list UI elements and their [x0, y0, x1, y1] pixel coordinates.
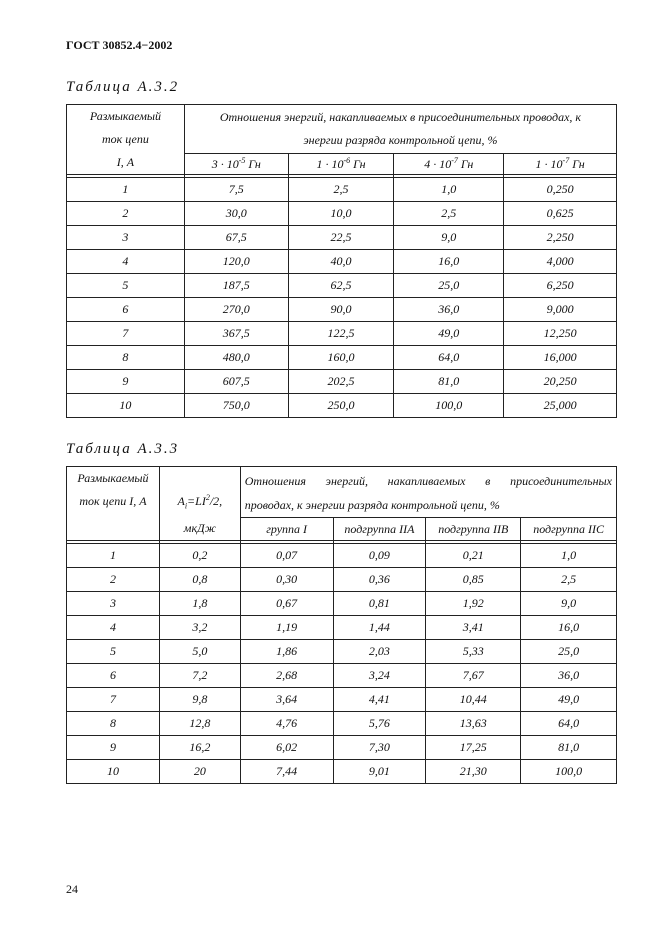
table-a32-caption: Таблица А.3.2: [66, 79, 180, 95]
table-row: [67, 274, 617, 298]
table-cell: 120,0: [184, 250, 288, 274]
table-cell: 16,0: [521, 616, 617, 640]
table-row: [67, 202, 617, 226]
table-cell: 202,5: [288, 370, 394, 394]
header-energy-unit: мкДж: [183, 521, 216, 536]
table-cell: 7,67: [426, 664, 521, 688]
table-cell: 0,250: [504, 178, 617, 202]
table-cell: 12,8: [159, 712, 240, 736]
table-cell: 7,5: [184, 178, 288, 202]
table-cell: 0,36: [333, 568, 426, 592]
subheader-group: подгруппа IIB: [426, 518, 521, 541]
table-cell: 2,5: [521, 568, 617, 592]
subheader-group: подгруппа IIC: [521, 518, 617, 541]
table-row: [67, 298, 617, 322]
table-cell: 0,21: [426, 544, 521, 568]
header-current-line: I, А: [116, 155, 135, 169]
row-current-cell: 8: [67, 712, 160, 736]
row-current-cell: 5: [67, 274, 185, 298]
row-current-cell: 10: [67, 760, 160, 784]
table-cell: 30,0: [184, 202, 288, 226]
table-cell: 122,5: [288, 322, 394, 346]
table-cell: 0,07: [240, 544, 333, 568]
table-cell: 36,0: [521, 664, 617, 688]
table-cell: 3,2: [159, 616, 240, 640]
header-energy-line: Отношения энергий, накапливаемых в присоединительных проводах, к: [219, 110, 582, 124]
table-cell: 62,5: [288, 274, 394, 298]
header-energy-line: проводах, к энергии разряда контрольной цепи, %: [244, 497, 500, 512]
table-cell: 9,8: [159, 688, 240, 712]
table-cell: 9,01: [333, 760, 426, 784]
table-cell: 17,25: [426, 736, 521, 760]
header-current-line: ток цепи I, А: [79, 494, 147, 508]
table-row: [67, 736, 617, 760]
header-energy-line: энергии разряда контрольной цепи, %: [303, 133, 498, 147]
table-cell: 100,0: [394, 394, 504, 418]
row-current-cell: 2: [67, 568, 160, 592]
page-number: 24: [66, 882, 78, 896]
table-row: [67, 346, 617, 370]
header-current: [67, 467, 160, 541]
table-cell: 3,24: [333, 664, 426, 688]
table-cell: 9,0: [521, 592, 617, 616]
table-cell: 1,0: [394, 178, 504, 202]
table-cell: 22,5: [288, 226, 394, 250]
header-current-line: Размыкаемый: [77, 471, 149, 485]
subheader-group: подгруппа IIA: [333, 518, 426, 541]
table-cell: 160,0: [288, 346, 394, 370]
table-cell: 9,0: [394, 226, 504, 250]
subheader-inductance: $3 \cdot 10^{-5}$ Гн: [184, 154, 288, 175]
table-cell: 5,76: [333, 712, 426, 736]
table-cell: 64,0: [521, 712, 617, 736]
row-current-cell: 6: [67, 298, 185, 322]
subheader-inductance: $1 \cdot 10^{-6}$ Гн: [288, 154, 394, 175]
table-cell: 16,000: [504, 346, 617, 370]
subheader-group: группа I: [240, 518, 333, 541]
table-cell: 16,0: [394, 250, 504, 274]
subheader-inductance: $4 \cdot 10^{-7}$ Гн: [394, 154, 504, 175]
row-current-cell: 9: [67, 736, 160, 760]
table-cell: 7,30: [333, 736, 426, 760]
row-current-cell: 4: [67, 616, 160, 640]
table-cell: 2,250: [504, 226, 617, 250]
table-cell: 9,000: [504, 298, 617, 322]
table-row: [67, 394, 617, 418]
table-cell: 5,33: [426, 640, 521, 664]
header-current-line: ток цепи: [101, 132, 149, 146]
table-row: [67, 592, 617, 616]
table-cell: 10,0: [288, 202, 394, 226]
row-current-cell: 4: [67, 250, 185, 274]
table-row: [67, 226, 617, 250]
table-cell: 20,250: [504, 370, 617, 394]
table-a32: [66, 104, 617, 418]
table-row: [67, 544, 617, 568]
table-row: [67, 370, 617, 394]
table-cell: 49,0: [394, 322, 504, 346]
table-cell: 0,8: [159, 568, 240, 592]
row-current-cell: 5: [67, 640, 160, 664]
table-cell: 16,2: [159, 736, 240, 760]
table-row: [67, 322, 617, 346]
table-row: [67, 616, 617, 640]
row-current-cell: 7: [67, 322, 185, 346]
table-cell: 3,41: [426, 616, 521, 640]
table-row: [67, 664, 617, 688]
table-cell: 7,44: [240, 760, 333, 784]
row-current-cell: 3: [67, 592, 160, 616]
table-cell: 187,5: [184, 274, 288, 298]
table-cell: 90,0: [288, 298, 394, 322]
table-cell: 6,02: [240, 736, 333, 760]
subheader-inductance: $1 \cdot 10^{-7}$ Гн: [504, 154, 617, 175]
table-cell: 36,0: [394, 298, 504, 322]
table-cell: 67,5: [184, 226, 288, 250]
table-cell: 13,63: [426, 712, 521, 736]
table-cell: 1,44: [333, 616, 426, 640]
table-cell: 20: [159, 760, 240, 784]
table-a33: [66, 466, 617, 784]
table-cell: 21,30: [426, 760, 521, 784]
row-current-cell: 3: [67, 226, 185, 250]
row-current-cell: 10: [67, 394, 185, 418]
table-cell: 270,0: [184, 298, 288, 322]
header-energy: $A_i=LI^2/2$, мкДж: [159, 467, 240, 541]
table-row: [67, 712, 617, 736]
header-current: [67, 105, 185, 175]
table-row: [67, 250, 617, 274]
table-cell: 81,0: [394, 370, 504, 394]
table-cell: 1,86: [240, 640, 333, 664]
row-current-cell: 2: [67, 202, 185, 226]
header-energy-ratio-cont: [240, 493, 616, 518]
table-cell: 49,0: [521, 688, 617, 712]
header-energy-line: Отношения энергий, накапливаемых в присоединительных: [244, 473, 612, 488]
table-cell: 0,85: [426, 568, 521, 592]
table-cell: 1,0: [521, 544, 617, 568]
table-cell: 607,5: [184, 370, 288, 394]
table-row: [67, 568, 617, 592]
table-cell: 7,2: [159, 664, 240, 688]
table-cell: 0,81: [333, 592, 426, 616]
table-cell: 4,000: [504, 250, 617, 274]
table-cell: 367,5: [184, 322, 288, 346]
row-current-cell: 7: [67, 688, 160, 712]
table-cell: 0,09: [333, 544, 426, 568]
table-a33-caption: Таблица А.3.3: [66, 441, 180, 457]
table-cell: 64,0: [394, 346, 504, 370]
table-cell: 0,2: [159, 544, 240, 568]
table-row: [67, 640, 617, 664]
table-cell: 25,0: [521, 640, 617, 664]
table-cell: 0,625: [504, 202, 617, 226]
table-cell: 25,000: [504, 394, 617, 418]
table-cell: 0,30: [240, 568, 333, 592]
table-cell: 480,0: [184, 346, 288, 370]
table-cell: 40,0: [288, 250, 394, 274]
table-row: [67, 178, 617, 202]
table-cell: 1,19: [240, 616, 333, 640]
table-cell: 1,8: [159, 592, 240, 616]
row-current-cell: 9: [67, 370, 185, 394]
document-header: ГОСТ 30852.4−2002: [66, 38, 173, 52]
table-cell: 0,67: [240, 592, 333, 616]
table-cell: 2,68: [240, 664, 333, 688]
header-current-line: Размыкаемый: [89, 109, 162, 123]
table-cell: 6,250: [504, 274, 617, 298]
table-row: [67, 760, 617, 784]
header-energy-ratio: [240, 467, 616, 494]
table-cell: 25,0: [394, 274, 504, 298]
table-cell: 250,0: [288, 394, 394, 418]
table-cell: 10,44: [426, 688, 521, 712]
header-energy-ratio: [184, 105, 616, 154]
table-cell: 4,76: [240, 712, 333, 736]
table-cell: 1,92: [426, 592, 521, 616]
table-cell: 81,0: [521, 736, 617, 760]
table-cell: 3,64: [240, 688, 333, 712]
table-row: [67, 688, 617, 712]
table-cell: 100,0: [521, 760, 617, 784]
table-cell: 2,5: [394, 202, 504, 226]
table-cell: 2,03: [333, 640, 426, 664]
row-current-cell: 1: [67, 544, 160, 568]
table-cell: 5,0: [159, 640, 240, 664]
row-current-cell: 8: [67, 346, 185, 370]
row-current-cell: 6: [67, 664, 160, 688]
table-cell: 2,5: [288, 178, 394, 202]
table-cell: 750,0: [184, 394, 288, 418]
table-cell: 4,41: [333, 688, 426, 712]
row-current-cell: 1: [67, 178, 185, 202]
table-cell: 12,250: [504, 322, 617, 346]
